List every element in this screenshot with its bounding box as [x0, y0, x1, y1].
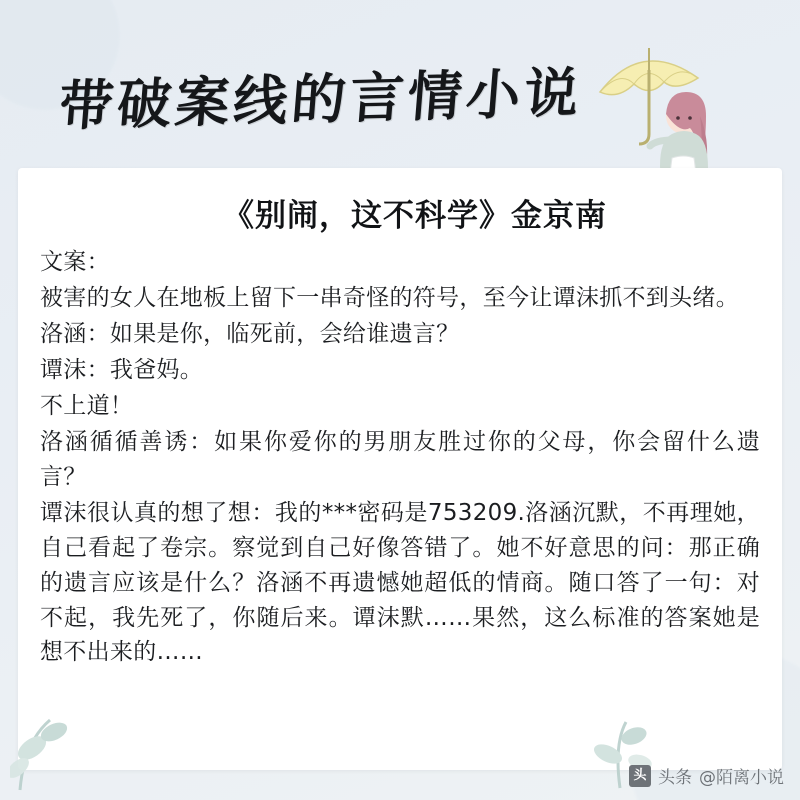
synopsis-line: 不上道！	[40, 392, 134, 419]
synopsis-body	[40, 245, 760, 670]
synopsis-line: 被害的女人在地板上留下一串奇怪的符号，至今让谭沫抓不到头绪。	[40, 284, 739, 311]
leaf-decoration-left-icon	[10, 662, 140, 792]
banner-title-container	[56, 48, 660, 143]
watermark-account: @陌离小说	[699, 768, 784, 788]
book-title: 《别闹，这不科学》金京南	[223, 198, 607, 234]
platform-logo-icon: 头	[629, 765, 651, 787]
synopsis-line: 洛涵循循善诱：如果你爱你的男朋友胜过你的父母，你会留什么遗言？	[40, 428, 760, 490]
synopsis-line: 谭沫：我爸妈。	[40, 356, 204, 383]
synopsis-line: 谭沫很认真的想了想：我的***密码是753209.洛涵沉默，不再理她，自己看起了卷宗。察觉到自己好像答错了。她不好意思的问：那正确的遗言应该是什么？洛涵不再遗憾她超低的情商。随口答了一句：对不起，我先死了，你随后来。谭沫默……果然，这么标准的答案她是想不出来的……	[40, 499, 760, 666]
synopsis-line: 洛涵：如果是你，临死前，会给谁遗言？	[40, 320, 460, 347]
synopsis-line: 文案：	[40, 249, 110, 275]
watermark-prefix: 头条	[658, 768, 692, 788]
watermark	[629, 763, 784, 788]
page-title: 带破案线的言情小说	[56, 60, 585, 138]
